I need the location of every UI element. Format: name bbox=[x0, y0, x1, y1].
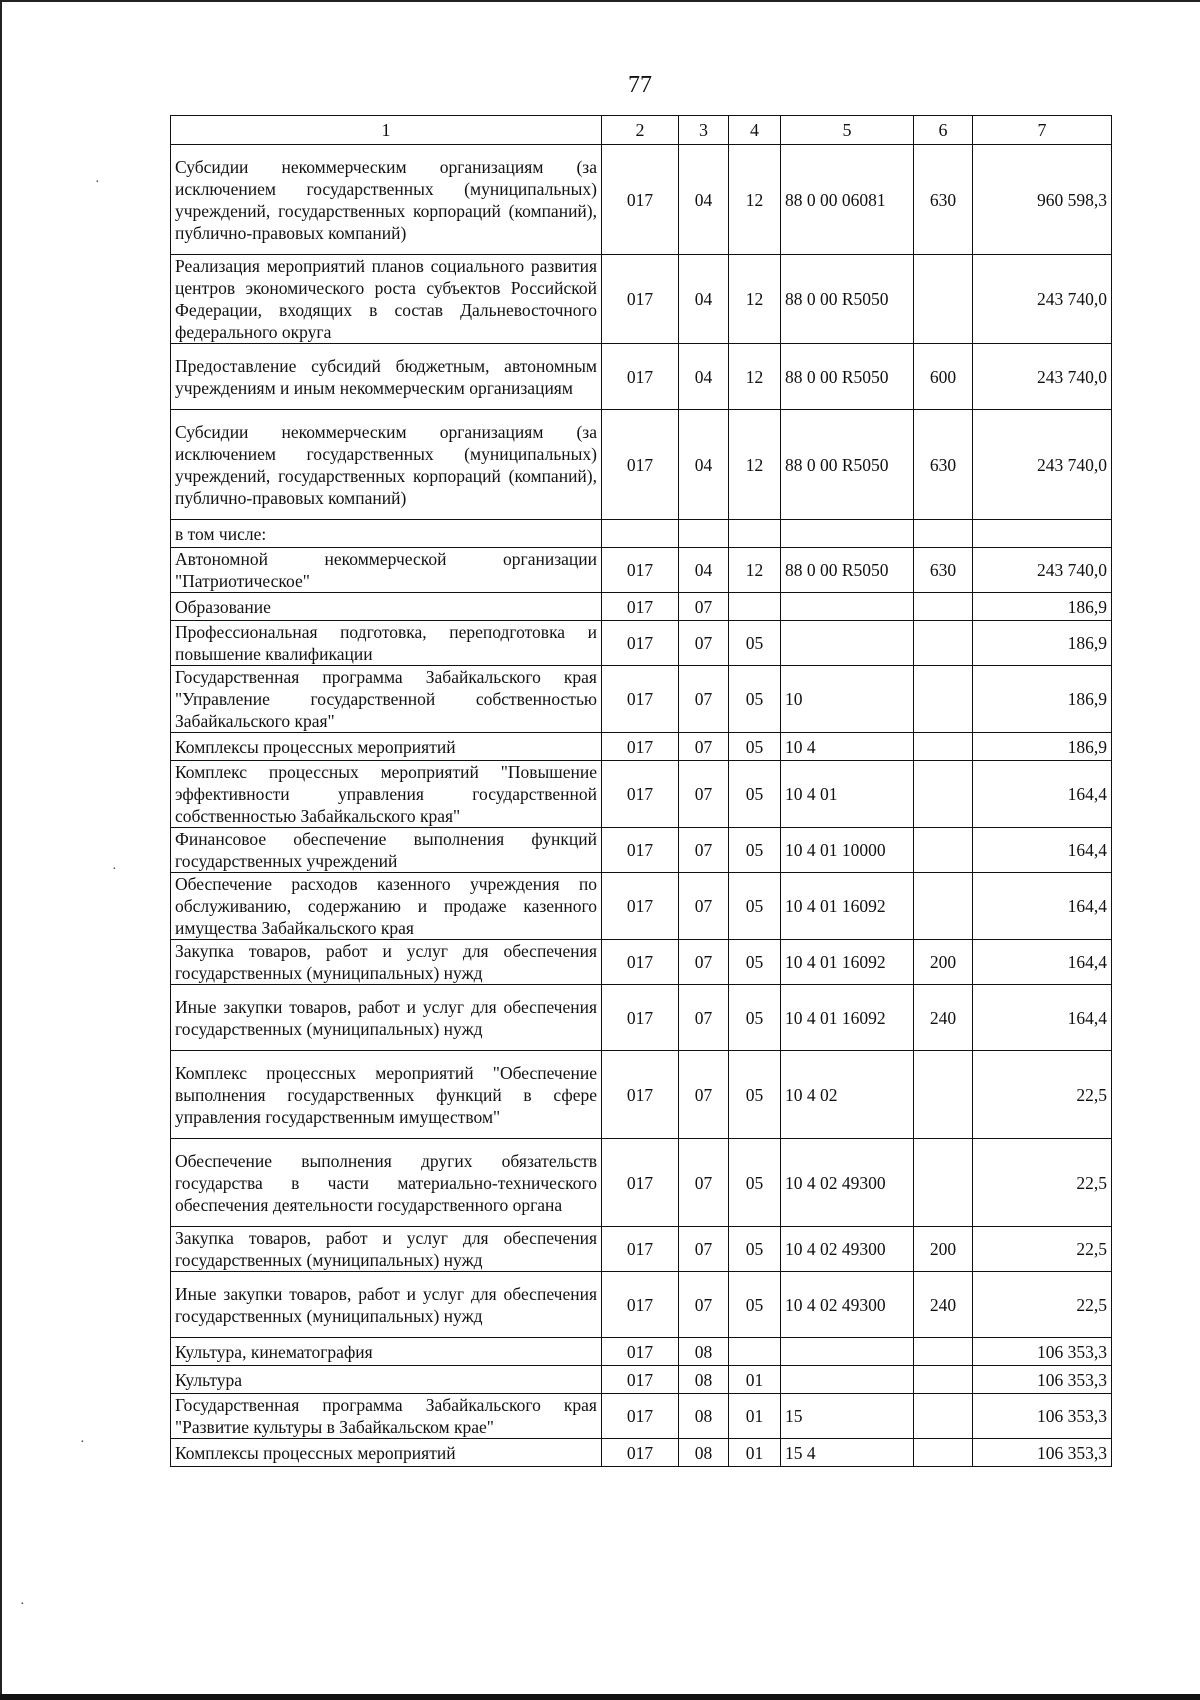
table-row bbox=[171, 410, 1112, 520]
amount-cell: 960 598,3 bbox=[973, 145, 1112, 255]
subchapter-code-cell: 05 bbox=[729, 1139, 781, 1227]
expense-type-cell: 200 bbox=[914, 1227, 973, 1272]
row-name-cell: Предоставление субсидий бюджетным, автономным учреждениям и иным некоммерческим организациям bbox=[171, 344, 602, 410]
target-article-cell: 15 4 bbox=[781, 1439, 914, 1467]
subchapter-code-cell bbox=[729, 1338, 781, 1366]
expense-type-cell bbox=[914, 666, 973, 733]
subchapter-code-cell bbox=[729, 593, 781, 621]
table-row bbox=[171, 621, 1112, 666]
section-code-cell: 017 bbox=[602, 985, 679, 1051]
table-row bbox=[171, 520, 1112, 548]
row-name-cell: Государственная программа Забайкальского края "Управление государственной собственностью Забайкальского края" bbox=[171, 666, 602, 733]
row-name-cell: Комплекс процессных мероприятий "Повышение эффективности управления государственной собственностью Забайкальского края" bbox=[171, 761, 602, 828]
amount-cell bbox=[973, 520, 1112, 548]
row-name-cell: Культура, кинематография bbox=[171, 1338, 602, 1366]
row-name-cell: Иные закупки товаров, работ и услуг для обеспечения государственных (муниципальных) нужд bbox=[171, 985, 602, 1051]
chapter-code-cell: 07 bbox=[679, 733, 729, 761]
subchapter-code-cell: 05 bbox=[729, 828, 781, 873]
scan-speck: · bbox=[112, 862, 117, 877]
subchapter-code-cell: 12 bbox=[729, 344, 781, 410]
section-code-cell bbox=[602, 520, 679, 548]
page-edge-top bbox=[0, 0, 1200, 2]
section-code-cell: 017 bbox=[602, 621, 679, 666]
row-name-cell: Финансовое обеспечение выполнения функций государственных учреждений bbox=[171, 828, 602, 873]
subchapter-code-cell: 05 bbox=[729, 761, 781, 828]
row-name-cell: Субсидии некоммерческим организациям (за исключением государственных (муниципальных) учреждений, государственных корпораций (компаний), публично-правовых компаний) bbox=[171, 145, 602, 255]
target-article-cell: 10 4 02 bbox=[781, 1051, 914, 1139]
subchapter-code-cell: 05 bbox=[729, 1051, 781, 1139]
amount-cell: 186,9 bbox=[973, 666, 1112, 733]
amount-cell: 243 740,0 bbox=[973, 548, 1112, 593]
section-code-cell: 017 bbox=[602, 666, 679, 733]
section-code-cell: 017 bbox=[602, 1051, 679, 1139]
chapter-code-cell: 07 bbox=[679, 940, 729, 985]
chapter-code-cell: 07 bbox=[679, 1227, 729, 1272]
target-article-cell: 88 0 00 R5050 bbox=[781, 548, 914, 593]
section-code-cell: 017 bbox=[602, 255, 679, 344]
expense-type-cell: 240 bbox=[914, 1272, 973, 1338]
target-article-cell: 10 4 02 49300 bbox=[781, 1227, 914, 1272]
target-article-cell: 10 4 01 16092 bbox=[781, 940, 914, 985]
expense-type-cell bbox=[914, 255, 973, 344]
section-code-cell: 017 bbox=[602, 344, 679, 410]
target-article-cell: 88 0 00 R5050 bbox=[781, 255, 914, 344]
row-name-cell: Образование bbox=[171, 593, 602, 621]
table-row bbox=[171, 255, 1112, 344]
section-code-cell: 017 bbox=[602, 1139, 679, 1227]
table-row bbox=[171, 344, 1112, 410]
section-code-cell: 017 bbox=[602, 1394, 679, 1439]
chapter-code-cell: 08 bbox=[679, 1366, 729, 1394]
section-code-cell: 017 bbox=[602, 410, 679, 520]
chapter-code-cell: 07 bbox=[679, 593, 729, 621]
expense-type-cell bbox=[914, 733, 973, 761]
target-article-cell: 10 bbox=[781, 666, 914, 733]
amount-cell: 186,9 bbox=[973, 733, 1112, 761]
section-code-cell: 017 bbox=[602, 828, 679, 873]
expense-type-cell: 240 bbox=[914, 985, 973, 1051]
target-article-cell: 10 4 01 16092 bbox=[781, 985, 914, 1051]
target-article-cell: 88 0 00 06081 bbox=[781, 145, 914, 255]
expense-type-cell: 630 bbox=[914, 145, 973, 255]
expense-type-cell: 630 bbox=[914, 410, 973, 520]
table-row bbox=[171, 1394, 1112, 1439]
header-cell: 6 bbox=[914, 116, 973, 145]
expense-type-cell: 600 bbox=[914, 344, 973, 410]
table-row bbox=[171, 1139, 1112, 1227]
scan-speck: · bbox=[20, 1597, 25, 1612]
table-row bbox=[171, 828, 1112, 873]
subchapter-code-cell: 05 bbox=[729, 1227, 781, 1272]
expense-type-cell bbox=[914, 520, 973, 548]
chapter-code-cell: 07 bbox=[679, 828, 729, 873]
table-row bbox=[171, 145, 1112, 255]
row-name-cell: Комплексы процессных мероприятий bbox=[171, 733, 602, 761]
table-row bbox=[171, 1227, 1112, 1272]
section-code-cell: 017 bbox=[602, 1272, 679, 1338]
target-article-cell: 88 0 00 R5050 bbox=[781, 344, 914, 410]
row-name-cell: Комплексы процессных мероприятий bbox=[171, 1439, 602, 1467]
section-code-cell: 017 bbox=[602, 1338, 679, 1366]
row-name-cell: в том числе: bbox=[171, 520, 602, 548]
section-code-cell: 017 bbox=[602, 548, 679, 593]
chapter-code-cell: 04 bbox=[679, 145, 729, 255]
amount-cell: 106 353,3 bbox=[973, 1338, 1112, 1366]
expense-type-cell bbox=[914, 1139, 973, 1227]
target-article-cell bbox=[781, 1338, 914, 1366]
header-cell: 5 bbox=[781, 116, 914, 145]
amount-cell: 186,9 bbox=[973, 621, 1112, 666]
page-edge-bottom bbox=[0, 1694, 1200, 1700]
chapter-code-cell: 07 bbox=[679, 1051, 729, 1139]
subchapter-code-cell: 05 bbox=[729, 985, 781, 1051]
amount-cell: 22,5 bbox=[973, 1227, 1112, 1272]
target-article-cell bbox=[781, 621, 914, 666]
target-article-cell: 10 4 02 49300 bbox=[781, 1272, 914, 1338]
amount-cell: 22,5 bbox=[973, 1139, 1112, 1227]
target-article-cell: 10 4 01 10000 bbox=[781, 828, 914, 873]
table-row bbox=[171, 873, 1112, 940]
section-code-cell: 017 bbox=[602, 1366, 679, 1394]
row-name-cell: Государственная программа Забайкальского края "Развитие культуры в Забайкальском крае" bbox=[171, 1394, 602, 1439]
section-code-cell: 017 bbox=[602, 1227, 679, 1272]
target-article-cell: 15 bbox=[781, 1394, 914, 1439]
chapter-code-cell: 04 bbox=[679, 548, 729, 593]
table-row bbox=[171, 666, 1112, 733]
subchapter-code-cell: 12 bbox=[729, 548, 781, 593]
table-row bbox=[171, 1051, 1112, 1139]
chapter-code-cell: 08 bbox=[679, 1338, 729, 1366]
expense-type-cell: 630 bbox=[914, 548, 973, 593]
table-row bbox=[171, 761, 1112, 828]
expense-type-cell bbox=[914, 761, 973, 828]
amount-cell: 164,4 bbox=[973, 940, 1112, 985]
section-code-cell: 017 bbox=[602, 593, 679, 621]
subchapter-code-cell: 05 bbox=[729, 621, 781, 666]
amount-cell: 243 740,0 bbox=[973, 410, 1112, 520]
expense-type-cell bbox=[914, 873, 973, 940]
row-name-cell: Профессиональная подготовка, переподготовка и повышение квалификации bbox=[171, 621, 602, 666]
table-row bbox=[171, 1439, 1112, 1467]
expense-type-cell bbox=[914, 621, 973, 666]
amount-cell: 22,5 bbox=[973, 1051, 1112, 1139]
subchapter-code-cell: 01 bbox=[729, 1366, 781, 1394]
chapter-code-cell: 07 bbox=[679, 761, 729, 828]
row-name-cell: Реализация мероприятий планов социального развития центров экономического роста субъектов Российской Федерации, входящих в состав Дальневосточного федерального округа bbox=[171, 255, 602, 344]
budget-table bbox=[170, 115, 1112, 1467]
subchapter-code-cell: 05 bbox=[729, 940, 781, 985]
subchapter-code-cell: 12 bbox=[729, 145, 781, 255]
expense-type-cell bbox=[914, 1338, 973, 1366]
subchapter-code-cell: 05 bbox=[729, 666, 781, 733]
table-row bbox=[171, 1338, 1112, 1366]
table-row bbox=[171, 940, 1112, 985]
target-article-cell: 10 4 01 16092 bbox=[781, 873, 914, 940]
chapter-code-cell: 07 bbox=[679, 1139, 729, 1227]
section-code-cell: 017 bbox=[602, 733, 679, 761]
expense-type-cell bbox=[914, 593, 973, 621]
expense-type-cell bbox=[914, 1394, 973, 1439]
expense-type-cell bbox=[914, 1366, 973, 1394]
amount-cell: 164,4 bbox=[973, 985, 1112, 1051]
expense-type-cell bbox=[914, 1051, 973, 1139]
subchapter-code-cell: 12 bbox=[729, 255, 781, 344]
target-article-cell: 10 4 02 49300 bbox=[781, 1139, 914, 1227]
scan-speck: · bbox=[80, 1435, 85, 1450]
target-article-cell bbox=[781, 1366, 914, 1394]
row-name-cell: Обеспечение выполнения других обязательств государства в части материально-технического обеспечения деятельности государственного органа bbox=[171, 1139, 602, 1227]
subchapter-code-cell: 05 bbox=[729, 733, 781, 761]
chapter-code-cell: 07 bbox=[679, 985, 729, 1051]
amount-cell: 186,9 bbox=[973, 593, 1112, 621]
chapter-code-cell: 07 bbox=[679, 666, 729, 733]
page-number: 77 bbox=[628, 72, 652, 98]
row-name-cell: Закупка товаров, работ и услуг для обеспечения государственных (муниципальных) нужд bbox=[171, 940, 602, 985]
row-name-cell: Закупка товаров, работ и услуг для обеспечения государственных (муниципальных) нужд bbox=[171, 1227, 602, 1272]
subchapter-code-cell: 05 bbox=[729, 873, 781, 940]
subchapter-code-cell: 01 bbox=[729, 1439, 781, 1467]
table-row bbox=[171, 593, 1112, 621]
amount-cell: 22,5 bbox=[973, 1272, 1112, 1338]
chapter-code-cell: 08 bbox=[679, 1394, 729, 1439]
chapter-code-cell: 07 bbox=[679, 621, 729, 666]
table-row bbox=[171, 1366, 1112, 1394]
amount-cell: 106 353,3 bbox=[973, 1394, 1112, 1439]
table-row bbox=[171, 1272, 1112, 1338]
chapter-code-cell: 04 bbox=[679, 344, 729, 410]
chapter-code-cell: 08 bbox=[679, 1439, 729, 1467]
header-cell: 2 bbox=[602, 116, 679, 145]
subchapter-code-cell: 05 bbox=[729, 1272, 781, 1338]
subchapter-code-cell: 01 bbox=[729, 1394, 781, 1439]
target-article-cell bbox=[781, 520, 914, 548]
section-code-cell: 017 bbox=[602, 940, 679, 985]
header-cell: 7 bbox=[973, 116, 1112, 145]
amount-cell: 164,4 bbox=[973, 828, 1112, 873]
row-name-cell: Комплекс процессных мероприятий "Обеспечение выполнения государственных функций в сфере управления государственным имуществом" bbox=[171, 1051, 602, 1139]
row-name-cell: Иные закупки товаров, работ и услуг для обеспечения государственных (муниципальных) нужд bbox=[171, 1272, 602, 1338]
chapter-code-cell: 04 bbox=[679, 255, 729, 344]
amount-cell: 243 740,0 bbox=[973, 344, 1112, 410]
expense-type-cell bbox=[914, 1439, 973, 1467]
section-code-cell: 017 bbox=[602, 145, 679, 255]
expense-type-cell bbox=[914, 828, 973, 873]
table-row bbox=[171, 548, 1112, 593]
amount-cell: 106 353,3 bbox=[973, 1439, 1112, 1467]
header-cell: 3 bbox=[679, 116, 729, 145]
amount-cell: 164,4 bbox=[973, 761, 1112, 828]
chapter-code-cell: 07 bbox=[679, 1272, 729, 1338]
scan-speck: · bbox=[95, 175, 100, 190]
amount-cell: 106 353,3 bbox=[973, 1366, 1112, 1394]
expense-type-cell: 200 bbox=[914, 940, 973, 985]
target-article-cell: 10 4 bbox=[781, 733, 914, 761]
row-name-cell: Культура bbox=[171, 1366, 602, 1394]
chapter-code-cell: 07 bbox=[679, 873, 729, 940]
chapter-code-cell: 04 bbox=[679, 410, 729, 520]
amount-cell: 243 740,0 bbox=[973, 255, 1112, 344]
target-article-cell: 10 4 01 bbox=[781, 761, 914, 828]
chapter-code-cell bbox=[679, 520, 729, 548]
page-edge-left bbox=[0, 0, 2, 1700]
header-cell: 1 bbox=[171, 116, 602, 145]
subchapter-code-cell bbox=[729, 520, 781, 548]
target-article-cell: 88 0 00 R5050 bbox=[781, 410, 914, 520]
section-code-cell: 017 bbox=[602, 761, 679, 828]
amount-cell: 164,4 bbox=[973, 873, 1112, 940]
table-row bbox=[171, 733, 1112, 761]
section-code-cell: 017 bbox=[602, 873, 679, 940]
row-name-cell: Автономной некоммерческой организации "Патриотическое" bbox=[171, 548, 602, 593]
table-row bbox=[171, 985, 1112, 1051]
section-code-cell: 017 bbox=[602, 1439, 679, 1467]
row-name-cell: Субсидии некоммерческим организациям (за исключением государственных (муниципальных) учреждений, государственных корпораций (компаний), публично-правовых компаний) bbox=[171, 410, 602, 520]
table-header-row bbox=[171, 116, 1112, 145]
row-name-cell: Обеспечение расходов казенного учреждения по обслуживанию, содержанию и продаже казенного имущества Забайкальского края bbox=[171, 873, 602, 940]
header-cell: 4 bbox=[729, 116, 781, 145]
target-article-cell bbox=[781, 593, 914, 621]
subchapter-code-cell: 12 bbox=[729, 410, 781, 520]
